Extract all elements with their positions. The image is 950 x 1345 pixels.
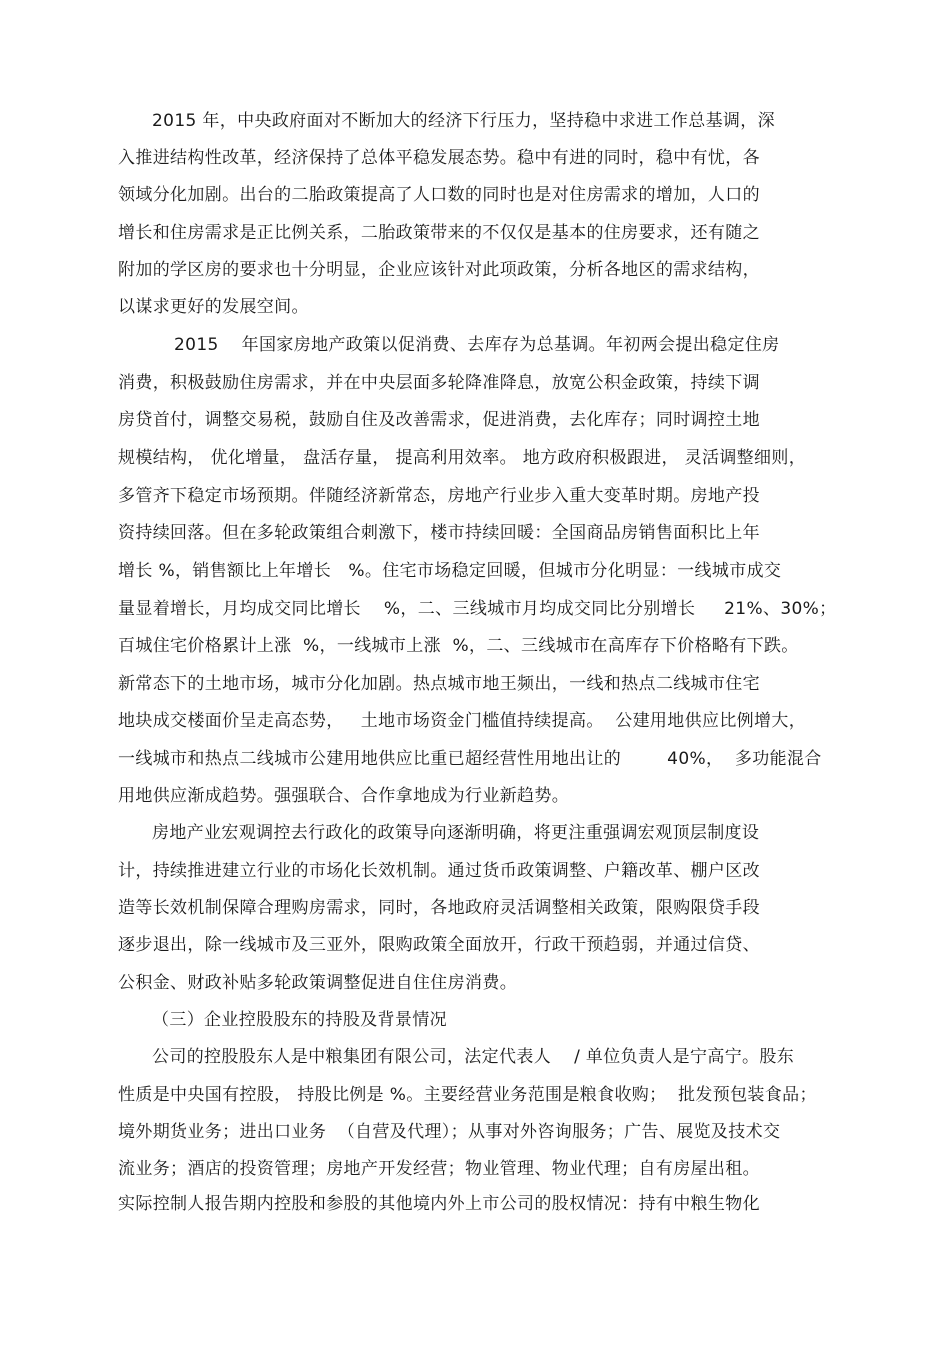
text-line-7: 2015 年国家房地产政策以促消费、去库存为总基调。年初两会提出稳定住房 xyxy=(174,335,780,355)
text-line-9: 房贷首付，调整交易税，鼓励自住及改善需求，促进消费，去化库存；同时调控土地 xyxy=(118,410,760,430)
text-line-19: 用地供应渐成趋势。强强联合、合作拿地成为行业新趋势。 xyxy=(118,786,570,806)
text-line-13: 增长 %，销售额比上年增长 %。住宅市场稳定回暖，但城市分化明显：一线城市成交 xyxy=(118,561,782,581)
text-line-28: 境外期货业务；进出口业务 （自营及代理）；从事对外咨询服务；广告、展览及技术交 xyxy=(118,1122,781,1142)
text-line-14: 量显着增长，月均成交同比增长 %，二、三线城市月均成交同比分别增长 21%、30%； xyxy=(118,599,837,619)
text-line-3: 领域分化加剧。出台的二胎政策提高了人口数的同时也是对住房需求的增加，人口的 xyxy=(118,185,760,205)
text-line-27: 性质是中央国有控股， 持股比例是 %。主要经营业务范围是粮食收购； 批发预包装食品； xyxy=(118,1085,817,1105)
text-line-12: 资持续回落。但在多轮政策组合刺激下，楼市持续回暖：全国商品房销售面积比上年 xyxy=(118,523,760,543)
text-line-21: 计，持续推进建立行业的市场化长效机制。通过货币政策调整、户籍改革、棚户区改 xyxy=(118,861,760,881)
text-line-8: 消费，积极鼓励住房需求，并在中央层面多轮降准降息，放宽公积金政策，持续下调 xyxy=(118,373,760,393)
text-line-11: 多管齐下稳定市场预期。伴随经济新常态，房地产行业步入重大变革时期。房地产投 xyxy=(118,486,760,506)
text-line-15: 百城住宅价格累计上涨 %，一线城市上涨 %，二、三线城市在高库存下价格略有下跌。 xyxy=(118,636,799,656)
text-line-23: 逐步退出，除一线城市及三亚外，限购政策全面放开，行政干预趋弱，并通过信贷、 xyxy=(118,935,760,955)
text-line-26: 公司的控股股东人是中粮集团有限公司，法定代表人 / 单位负责人是宁高宁。股东 xyxy=(152,1047,795,1067)
text-line-22: 造等长效机制保障合理购房需求，同时，各地政府灵活调整相关政策，限购限贷手段 xyxy=(118,898,760,918)
section-heading: （三）企业控股股东的持股及背景情况 xyxy=(152,1010,447,1030)
text-line-16: 新常态下的土地市场，城市分化加剧。热点城市地王频出，一线和热点二线城市住宅 xyxy=(118,674,760,694)
text-line-5: 附加的学区房的要求也十分明显，企业应该针对此项政策，分析各地区的需求结构， xyxy=(118,260,760,280)
text-line-30: 实际控制人报告期内控股和参股的其他境内外上市公司的股权情况：持有中粮生物化 xyxy=(118,1194,760,1214)
text-line-1: 2015 年，中央政府面对不断加大的经济下行压力，坚持稳中求进工作总基调，深 xyxy=(152,111,775,131)
text-line-17: 地块成交楼面价呈走高态势， 土地市场资金门槛值持续提高。 公建用地供应比例增大， xyxy=(118,711,807,731)
text-line-20: 房地产业宏观调控去行政化的政策导向逐渐明确，将更注重强调宏观顶层制度设 xyxy=(152,823,760,843)
text-line-18: 一线城市和热点二线城市公建用地供应比重已超经营性用地出让的 40%， 多功能混合 xyxy=(118,749,822,769)
text-line-4: 增长和住房需求是正比例关系，二胎政策带来的不仅仅是基本的住房要求，还有随之 xyxy=(118,223,760,243)
text-line-6: 以谋求更好的发展空间。 xyxy=(118,297,309,317)
text-line-10: 规模结构， 优化增量， 盘活存量， 提高利用效率。 地方政府积极跟进， 灵活调整细则， xyxy=(118,448,807,468)
text-line-24: 公积金、财政补贴多轮政策调整促进自住住房消费。 xyxy=(118,973,518,993)
text-line-29: 流业务；酒店的投资管理；房地产开发经营；物业管理、物业代理；自有房屋出租。 xyxy=(118,1159,760,1179)
text-line-2: 入推进结构性改革，经济保持了总体平稳发展态势。稳中有进的同时，稳中有忧，各 xyxy=(118,148,760,168)
